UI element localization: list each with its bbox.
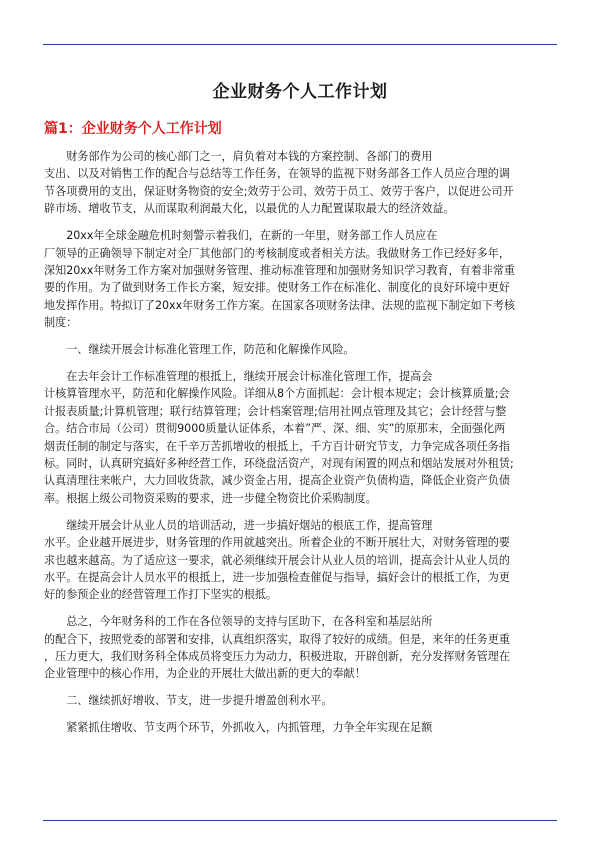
document-body: [44, 77, 556, 737]
paragraph-training: [44, 517, 556, 604]
text-line: 制度：: [44, 316, 78, 330]
text-line: 求也越来越高。为了适应这一要求，就必须继续开展会计从业人员的培训，提高会计从业人员的: [44, 553, 510, 567]
text-line: 率。根据上级公司物资采购的要求，进一步健全物资比价采购制度。: [44, 491, 377, 505]
text-line: 继续开展会计从业人员的培训活动，进一步搞好烟站的根底工作，提高管理: [44, 518, 433, 532]
text-line: 的配合下，按照党委的部署和安排，认真组织落实，取得了较好的成绩。但是，来年的任务更重: [44, 632, 510, 646]
paragraph-item-one: [44, 341, 556, 358]
text-line: 烟责任制的制定与落实，在千辛万苦抓增收的根抵上，千方百计研究节支，力争完成各项任务指: [44, 439, 510, 453]
text-line: 厂领导的正确领导下制定对全厂其他部门的考核制度或者相关方法。我做财务工作已经好多年，: [44, 246, 510, 260]
text-line: 一、继续开展会计标准化管理工作，防范和化解操作风险。: [44, 343, 355, 357]
text-line: 支出、以及对销售工作的配合与总结等工作任务，在领导的监视下财务部各工作人员应合理的调: [44, 167, 510, 181]
text-line: 紧紧抓住增收、节支两个环节，外抓收入，内抓管理，力争全年实现在足额: [44, 721, 433, 735]
paragraph-intro: [44, 148, 556, 218]
paragraph-item-two: [44, 692, 556, 709]
text-line: 要的作用。为了做到财务工作长方案，短安排。使财务工作在标准化、制度化的良好环境中更好: [44, 281, 510, 295]
paragraph-summary: [44, 613, 556, 683]
text-line: 节各项费用的支出，保证财务物资的安全;效劳于公司、效劳于员工、效劳于客户，以促进公司开: [44, 184, 514, 198]
text-line: 在去年会计工作标准管理的根抵上，继续开展会计标准化管理工作，提高会: [44, 369, 433, 383]
bottom-divider: [43, 820, 557, 821]
text-line: 地发挥作用。特拟订了20xx年财务工作方案。在国家各项财务法律、法规的监视下制定如下考核: [44, 298, 516, 312]
text-line: 总之，今年财务科的工作在各位领导的支持与匡助下，在各科室和基层站所: [44, 615, 433, 629]
text-line: 二、继续抓好增收、节支，进一步提升增盈创利水平。: [44, 694, 333, 708]
text-line: 计核算管理水平，防范和化解操作风险。详细从8个方面抓起：会计根本规定；会计核算质量;会: [44, 387, 510, 401]
paragraph-revenue: [44, 719, 556, 736]
text-line: 水平。在提高会计人员水平的根抵上，进一步加强检查催促与指导，搞好会计的根抵工作，为更: [44, 570, 510, 584]
text-line: 标。同时，认真研究搞好多种经营工作，环绕盘活资产，对现有闲置的网点和烟站发展对外租赁;: [44, 457, 514, 470]
text-line: 企业管理中的核心作用，为企业的开展壮大做出新的更大的奉献！: [44, 667, 366, 681]
text-line: 20xx年全球金融危机时刻警示着我们，在新的一年里，财务部工作人员应在: [44, 229, 438, 243]
text-line: 计报表质量;计算机管理；联行结算管理；会计档案管理;信用社网点管理及其它；会计经营与整: [44, 404, 507, 418]
text-line: 水平。企业越开展进步，财务管理的作用就越突出。所着企业的不断开展壮大，对财务管理的要: [44, 536, 510, 550]
top-divider: [43, 44, 557, 45]
text-line: 合。结合市局（公司）贯彻9000质量认证体系，本着”严、深、细、实”的原那末，全面强化两: [44, 422, 506, 436]
document-title: 企业财务个人工作计划: [212, 82, 388, 102]
paragraph-plan: [44, 227, 556, 331]
text-line: 深知20xx年财务工作方案对加强财务管理、推动标准管理和加强财务知识学习教育，有着非常重: [44, 263, 516, 277]
text-line: 财务部作为公司的核心部门之一，肩负着对本钱的方案控制、各部门的费用: [44, 150, 433, 163]
section-heading: 篇1：企业财务个人工作计划: [44, 121, 222, 137]
text-line: 辟市场、增收节支，从而谋取利润最大化，以最优的人力配置谋取最大的经济效益。: [44, 202, 455, 216]
text-line: 认真清理往来帐户，大力回收货款，减少资金占用，提高企业资产负债构造，降低企业资产负债: [44, 474, 510, 488]
text-line: ，压力更大，我们财务科全体成员将变压力为动力，积极进取，开辟创新，充分发挥财务管理在: [44, 650, 510, 664]
text-line: 好的参预企业的经营管理工作打下坚实的根抵。: [44, 588, 277, 602]
paragraph-accounting-standards: [44, 368, 556, 507]
